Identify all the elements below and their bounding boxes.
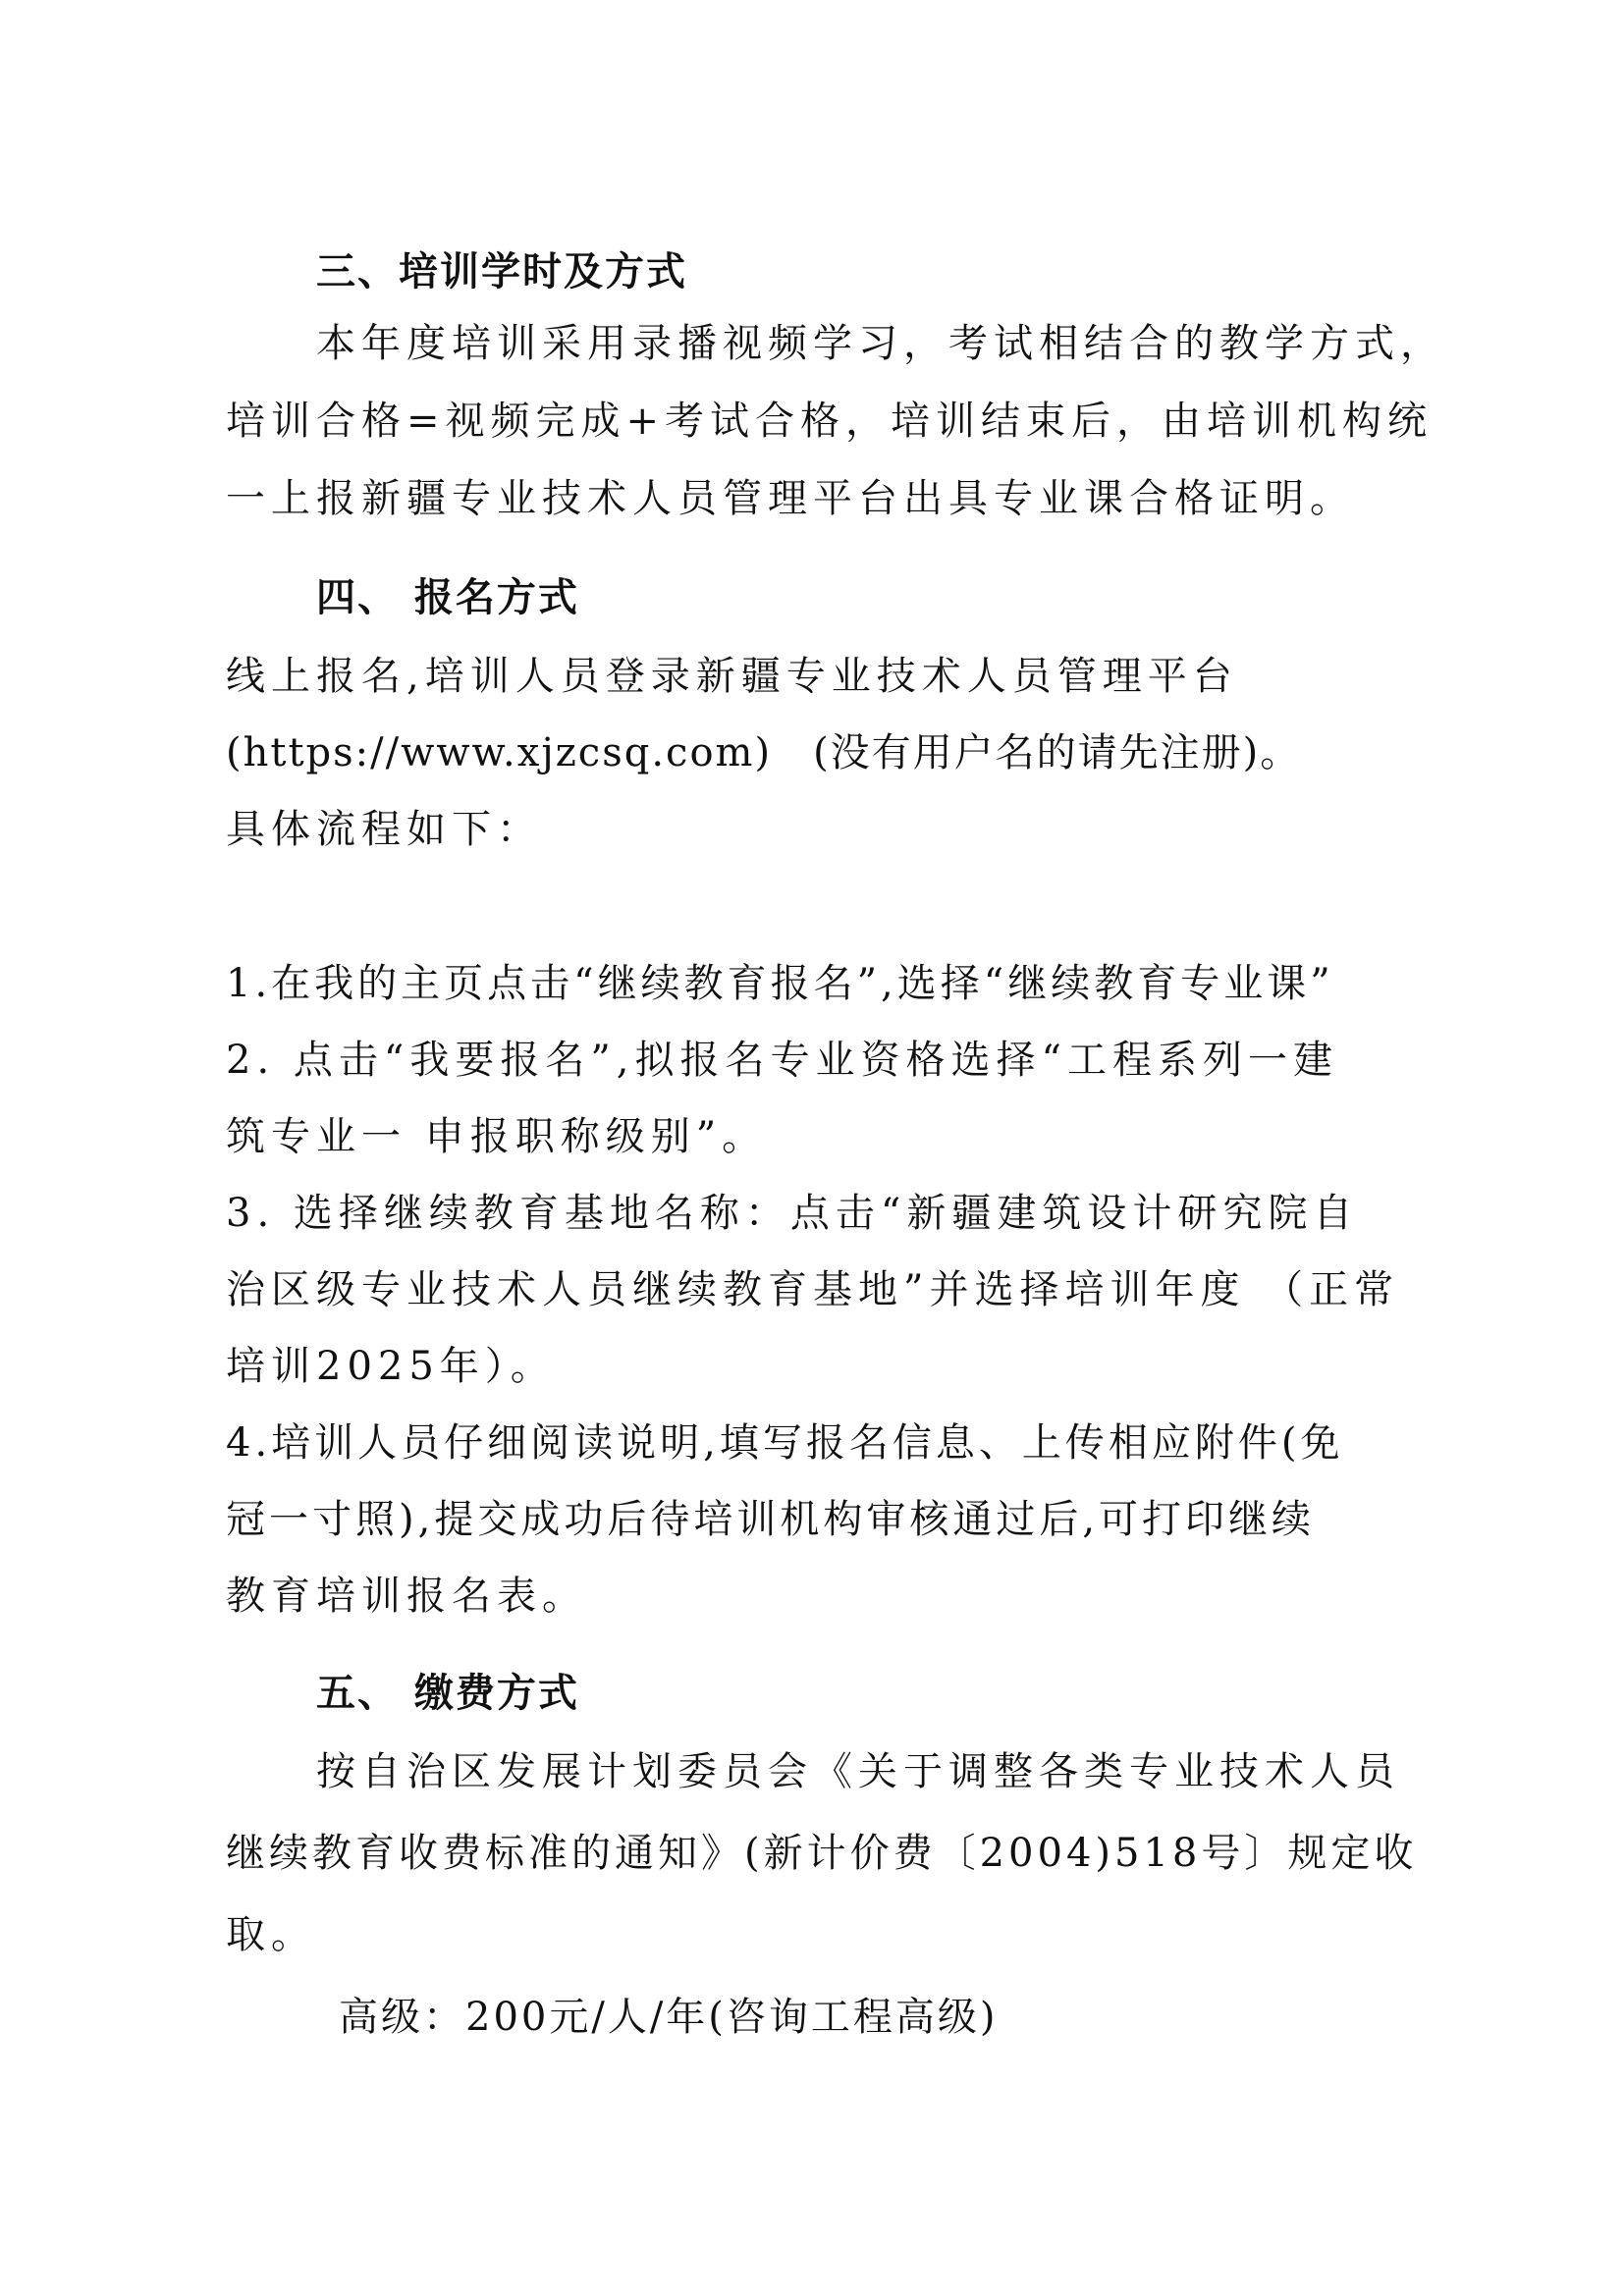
step-line: 教育培训报名表。 — [226, 1574, 587, 1619]
step-line: 冠一寸照),提交成功后待培训机构审核通过后,可打印继续 — [226, 1497, 1316, 1542]
registration-url-line: (https://www.xjzcsq.com) (没有用户名的请先注册)。 — [226, 730, 1302, 775]
section-3-paragraph-line: 本年度培训采用录播视频学习，考试相结合的教学方式， — [316, 321, 1445, 366]
section-4-paragraph-line: 线上报名,培训人员登录新疆专业技术人员管理平台 — [226, 654, 1238, 699]
section-4-heading: 四、 报名方式 — [316, 575, 579, 620]
section-4-paragraph-line: 具体流程如下： — [226, 807, 542, 852]
fee-line: 高级：200元/人/年(咨询工程高级) — [339, 1995, 999, 2040]
step-line: 4.培训人员仔细阅读说明,填写报名信息、上传相应附件(免 — [226, 1420, 1344, 1466]
step-line: 3. 选择继续教育基地名称：点击“新疆建筑设计研究院自 — [226, 1191, 1359, 1236]
section-5-paragraph-line: 继续教育收费标准的通知》(新计价费〔2004)518号〕规定收 — [226, 1831, 1418, 1876]
section-5-paragraph-line: 取。 — [226, 1912, 316, 1957]
section-5-heading: 五、 缴费方式 — [316, 1671, 579, 1716]
section-5-paragraph-line: 按自治区发展计划委员会《关于调整各类专业技术人员 — [316, 1749, 1400, 1794]
step-line: 治区级专业技术人员继续教育基地”并选择培训年度 （正常 — [226, 1267, 1400, 1312]
section-3-paragraph-line: 一上报新疆专业技术人员管理平台出具专业课合格证明。 — [226, 476, 1355, 521]
section-3-heading: 三、培训学时及方式 — [316, 249, 687, 294]
step-line: 筑专业一 申报职称级别”。 — [226, 1114, 768, 1159]
step-line: 1.在我的主页点击“继续教育报名”,选择“继续教育专业课” — [226, 961, 1334, 1006]
step-line: 培训2025年）。 — [226, 1344, 556, 1389]
section-3-paragraph-line: 培训合格=视频完成+考试合格，培训结束后，由培训机构统 — [226, 399, 1434, 444]
step-line: 2. 点击“我要报名”,拟报名专业资格选择“工程系列一建 — [226, 1038, 1338, 1083]
